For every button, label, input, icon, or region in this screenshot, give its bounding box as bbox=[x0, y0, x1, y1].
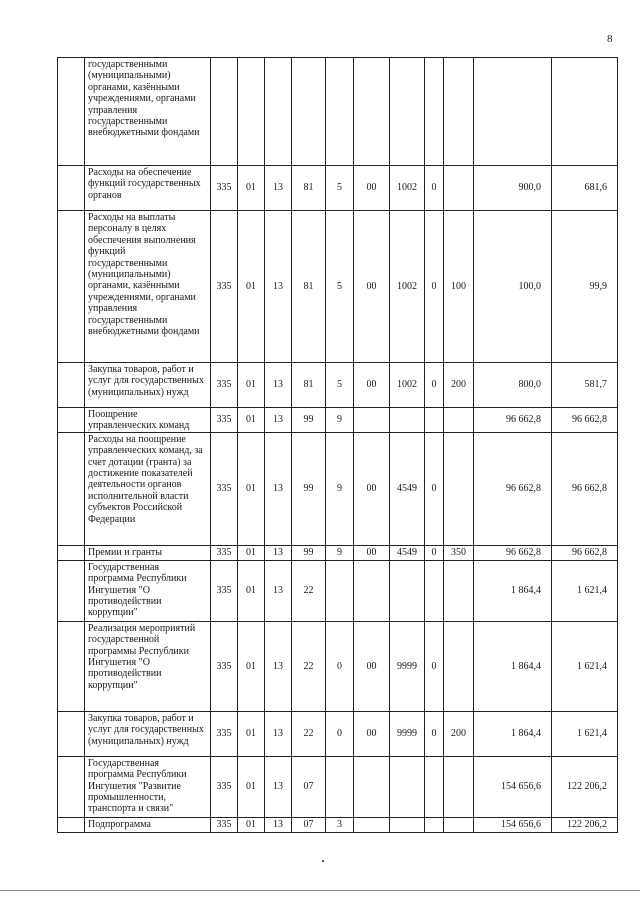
event-code: 00 bbox=[354, 166, 390, 211]
ministry-code bbox=[211, 58, 238, 166]
subsection-code: 13 bbox=[265, 560, 292, 621]
expense-name: Расходы на обеспечение функций государственных органов bbox=[85, 166, 211, 211]
planned-amount: 1 864,4 bbox=[474, 621, 552, 711]
sub-direction-code bbox=[425, 817, 444, 832]
subsection-code: 13 bbox=[265, 408, 292, 433]
planned-amount: 96 662,8 bbox=[474, 545, 552, 560]
direction-code bbox=[390, 58, 425, 166]
actual-amount: 1 621,4 bbox=[552, 711, 618, 756]
sub-direction-code: 0 bbox=[425, 432, 444, 545]
sub-direction-code bbox=[425, 408, 444, 433]
expense-name: Подпрограмма bbox=[85, 817, 211, 832]
event-code bbox=[354, 58, 390, 166]
subsection-code: 13 bbox=[265, 166, 292, 211]
section-code: 01 bbox=[238, 545, 265, 560]
ministry-code: 335 bbox=[211, 817, 238, 832]
number-cell bbox=[58, 166, 85, 211]
budget-table bbox=[57, 57, 618, 833]
program-code: 81 bbox=[292, 166, 326, 211]
expense-type-code bbox=[444, 756, 474, 817]
ministry-code: 335 bbox=[211, 363, 238, 408]
direction-code: 1002 bbox=[390, 211, 425, 363]
subprogram-code: 3 bbox=[326, 817, 354, 832]
direction-code: 1002 bbox=[390, 166, 425, 211]
section-code: 01 bbox=[238, 211, 265, 363]
actual-amount: 96 662,8 bbox=[552, 432, 618, 545]
program-code: 99 bbox=[292, 432, 326, 545]
subsection-code: 13 bbox=[265, 211, 292, 363]
section-code bbox=[238, 58, 265, 166]
number-cell bbox=[58, 211, 85, 363]
subsection-code: 13 bbox=[265, 756, 292, 817]
subprogram-code: 5 bbox=[326, 211, 354, 363]
section-code: 01 bbox=[238, 432, 265, 545]
program-code: 07 bbox=[292, 756, 326, 817]
actual-amount: 122 206,2 bbox=[552, 756, 618, 817]
subsection-code: 13 bbox=[265, 711, 292, 756]
sub-direction-code bbox=[425, 58, 444, 166]
planned-amount: 96 662,8 bbox=[474, 408, 552, 433]
section-code: 01 bbox=[238, 408, 265, 433]
subsection-code bbox=[265, 58, 292, 166]
direction-code: 4549 bbox=[390, 432, 425, 545]
scan-artifact bbox=[322, 860, 324, 862]
ministry-code: 335 bbox=[211, 756, 238, 817]
direction-code: 1002 bbox=[390, 363, 425, 408]
program-code: 07 bbox=[292, 817, 326, 832]
planned-amount: 1 864,4 bbox=[474, 711, 552, 756]
number-cell bbox=[58, 545, 85, 560]
number-cell bbox=[58, 408, 85, 433]
sub-direction-code bbox=[425, 560, 444, 621]
expense-name: Закупка товаров, работ и услуг для государственных (муниципальных) нужд bbox=[85, 711, 211, 756]
ministry-code: 335 bbox=[211, 560, 238, 621]
expense-type-code: 200 bbox=[444, 711, 474, 756]
ministry-code: 335 bbox=[211, 711, 238, 756]
expense-type-code bbox=[444, 432, 474, 545]
section-code: 01 bbox=[238, 621, 265, 711]
section-code: 01 bbox=[238, 363, 265, 408]
actual-amount: 99,9 bbox=[552, 211, 618, 363]
table-row bbox=[58, 211, 618, 363]
expense-name: Расходы на выплаты персоналу в целях обеспечения выполнения функций государственными (муниципальными) органами, казёнными учреждениями, органами управления государственными внебюджетными фондами bbox=[85, 211, 211, 363]
expense-name: Государственная программа Республики Ингушетия "О противодействии коррупции" bbox=[85, 560, 211, 621]
actual-amount: 122 206,2 bbox=[552, 817, 618, 832]
subprogram-code: 5 bbox=[326, 363, 354, 408]
sub-direction-code bbox=[425, 756, 444, 817]
expense-type-code bbox=[444, 58, 474, 166]
expense-name: Государственная программа Республики Ингушетия "Развитие промышленности, транспорта и связи" bbox=[85, 756, 211, 817]
section-code: 01 bbox=[238, 711, 265, 756]
table-row bbox=[58, 363, 618, 408]
program-code: 99 bbox=[292, 408, 326, 433]
direction-code bbox=[390, 408, 425, 433]
section-code: 01 bbox=[238, 817, 265, 832]
program-code: 22 bbox=[292, 711, 326, 756]
subprogram-code: 0 bbox=[326, 621, 354, 711]
expense-type-code bbox=[444, 621, 474, 711]
subprogram-code bbox=[326, 58, 354, 166]
planned-amount: 154 656,6 bbox=[474, 756, 552, 817]
expense-type-code bbox=[444, 166, 474, 211]
ministry-code: 335 bbox=[211, 432, 238, 545]
number-cell bbox=[58, 432, 85, 545]
event-code: 00 bbox=[354, 621, 390, 711]
expense-type-code bbox=[444, 817, 474, 832]
direction-code bbox=[390, 560, 425, 621]
number-cell bbox=[58, 58, 85, 166]
sub-direction-code: 0 bbox=[425, 211, 444, 363]
direction-code bbox=[390, 817, 425, 832]
actual-amount: 96 662,8 bbox=[552, 408, 618, 433]
table-row bbox=[58, 166, 618, 211]
event-code: 00 bbox=[354, 432, 390, 545]
planned-amount: 800,0 bbox=[474, 363, 552, 408]
expense-type-code bbox=[444, 560, 474, 621]
table-row bbox=[58, 58, 618, 166]
actual-amount: 96 662,8 bbox=[552, 545, 618, 560]
subsection-code: 13 bbox=[265, 432, 292, 545]
subprogram-code: 0 bbox=[326, 711, 354, 756]
sub-direction-code: 0 bbox=[425, 711, 444, 756]
section-code: 01 bbox=[238, 166, 265, 211]
footer-rule bbox=[0, 890, 640, 891]
table-row bbox=[58, 711, 618, 756]
direction-code bbox=[390, 756, 425, 817]
subsection-code: 13 bbox=[265, 817, 292, 832]
subprogram-code: 9 bbox=[326, 432, 354, 545]
direction-code: 9999 bbox=[390, 711, 425, 756]
program-code bbox=[292, 58, 326, 166]
number-cell bbox=[58, 363, 85, 408]
number-cell bbox=[58, 621, 85, 711]
page-number: 8 bbox=[607, 33, 613, 45]
number-cell bbox=[58, 817, 85, 832]
subsection-code: 13 bbox=[265, 545, 292, 560]
expense-type-code: 100 bbox=[444, 211, 474, 363]
event-code bbox=[354, 408, 390, 433]
direction-code: 9999 bbox=[390, 621, 425, 711]
table-row bbox=[58, 817, 618, 832]
event-code bbox=[354, 756, 390, 817]
planned-amount: 154 656,6 bbox=[474, 817, 552, 832]
sub-direction-code: 0 bbox=[425, 166, 444, 211]
expense-name: Закупка товаров, работ и услуг для государственных (муниципальных) нужд bbox=[85, 363, 211, 408]
expense-name: Премии и гранты bbox=[85, 545, 211, 560]
expense-type-code bbox=[444, 408, 474, 433]
actual-amount: 1 621,4 bbox=[552, 560, 618, 621]
table-row bbox=[58, 432, 618, 545]
event-code bbox=[354, 817, 390, 832]
ministry-code: 335 bbox=[211, 545, 238, 560]
event-code: 00 bbox=[354, 545, 390, 560]
section-code: 01 bbox=[238, 560, 265, 621]
event-code: 00 bbox=[354, 363, 390, 408]
event-code: 00 bbox=[354, 211, 390, 363]
subprogram-code: 9 bbox=[326, 545, 354, 560]
table-row bbox=[58, 621, 618, 711]
ministry-code: 335 bbox=[211, 211, 238, 363]
expense-name: Реализация мероприятий государственной программы Республики Ингушетия "О противодействии коррупции" bbox=[85, 621, 211, 711]
subsection-code: 13 bbox=[265, 621, 292, 711]
expense-type-code: 350 bbox=[444, 545, 474, 560]
ministry-code: 335 bbox=[211, 621, 238, 711]
expense-type-code: 200 bbox=[444, 363, 474, 408]
table-row bbox=[58, 756, 618, 817]
planned-amount: 900,0 bbox=[474, 166, 552, 211]
actual-amount bbox=[552, 58, 618, 166]
expense-name: государственными (муниципальными) органами, казёнными учреждениями, органами управления государственными внебюджетными фондами bbox=[85, 58, 211, 166]
subsection-code: 13 bbox=[265, 363, 292, 408]
expense-name: Поощрение управленческих команд bbox=[85, 408, 211, 433]
program-code: 81 bbox=[292, 211, 326, 363]
sub-direction-code: 0 bbox=[425, 621, 444, 711]
table-row bbox=[58, 560, 618, 621]
actual-amount: 681,6 bbox=[552, 166, 618, 211]
sub-direction-code: 0 bbox=[425, 545, 444, 560]
section-code: 01 bbox=[238, 756, 265, 817]
number-cell bbox=[58, 560, 85, 621]
number-cell bbox=[58, 711, 85, 756]
number-cell bbox=[58, 756, 85, 817]
sub-direction-code: 0 bbox=[425, 363, 444, 408]
direction-code: 4549 bbox=[390, 545, 425, 560]
actual-amount: 1 621,4 bbox=[552, 621, 618, 711]
program-code: 22 bbox=[292, 560, 326, 621]
table-row bbox=[58, 408, 618, 433]
program-code: 99 bbox=[292, 545, 326, 560]
ministry-code: 335 bbox=[211, 166, 238, 211]
planned-amount: 1 864,4 bbox=[474, 560, 552, 621]
planned-amount: 100,0 bbox=[474, 211, 552, 363]
subprogram-code: 9 bbox=[326, 408, 354, 433]
planned-amount bbox=[474, 58, 552, 166]
actual-amount: 581,7 bbox=[552, 363, 618, 408]
expense-name: Расходы на поощрение управленческих команд, за счет дотации (гранта) за достижение показателей деятельности органов исполнительной власти субъектов Российской Федерации bbox=[85, 432, 211, 545]
ministry-code: 335 bbox=[211, 408, 238, 433]
table-row bbox=[58, 545, 618, 560]
planned-amount: 96 662,8 bbox=[474, 432, 552, 545]
program-code: 22 bbox=[292, 621, 326, 711]
subprogram-code bbox=[326, 560, 354, 621]
subprogram-code bbox=[326, 756, 354, 817]
event-code bbox=[354, 560, 390, 621]
event-code: 00 bbox=[354, 711, 390, 756]
program-code: 81 bbox=[292, 363, 326, 408]
subprogram-code: 5 bbox=[326, 166, 354, 211]
